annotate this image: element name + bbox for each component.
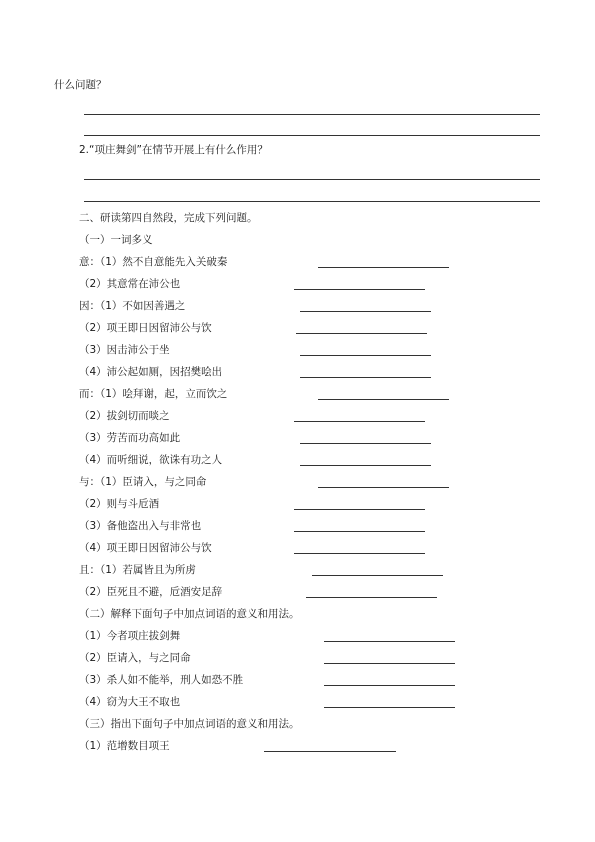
answer-line[interactable]	[294, 421, 425, 422]
answer-line[interactable]	[84, 114, 540, 115]
question-continuation: 什么问题？	[54, 79, 107, 91]
answer-line[interactable]	[324, 663, 455, 664]
part-title: （三）指出下面句子中加点词语的意义和用法。	[79, 718, 300, 730]
polysemy-item: （2）项王即日因留沛公与饮	[79, 322, 212, 334]
polysemy-item: （4）而听细说，欲诛有功之人	[79, 454, 223, 466]
polysemy-item: 与：（1）臣请入，与之同命	[79, 476, 207, 488]
answer-line[interactable]	[300, 355, 431, 356]
polysemy-item: （3）劳苦而功高如此	[79, 432, 181, 444]
answer-line[interactable]	[294, 289, 425, 290]
polysemy-item: （3）备他盗出入与非常也	[79, 520, 202, 532]
answer-line[interactable]	[318, 267, 449, 268]
polysemy-item: 意：（1）然不自意能先入关破秦	[79, 256, 228, 268]
part2-item: （1）今者项庄拔剑舞	[79, 630, 181, 642]
answer-line[interactable]	[84, 201, 540, 202]
answer-line[interactable]	[296, 333, 427, 334]
part2-item: （4）窃为大王不取也	[79, 696, 181, 708]
polysemy-item: （2）则与斗卮酒	[79, 498, 160, 510]
polysemy-item: 而：（1）哙拜谢，起，立而饮之	[79, 388, 228, 400]
answer-line[interactable]	[300, 377, 431, 378]
polysemy-item: 因：（1）不如因善遇之	[79, 300, 186, 312]
part2-item: （3）杀人如不能举，刑人如恐不胜	[79, 674, 244, 686]
answer-line[interactable]	[312, 575, 443, 576]
answer-line[interactable]	[306, 597, 437, 598]
answer-line[interactable]	[84, 179, 540, 180]
part3-item: （1）范增数目项王	[79, 740, 170, 752]
question-2: 2.“项庄舞剑”在情节开展上有什么作用？	[79, 144, 268, 156]
polysemy-item: （2）其意常在沛公也	[79, 278, 181, 290]
answer-line[interactable]	[324, 685, 455, 686]
answer-line[interactable]	[294, 553, 425, 554]
answer-line[interactable]	[318, 399, 449, 400]
answer-line[interactable]	[300, 443, 431, 444]
polysemy-item: 且：（1）若属皆且为所虏	[79, 564, 196, 576]
part-title: （一）一词多义	[79, 234, 153, 246]
answer-line[interactable]	[300, 311, 431, 312]
answer-line[interactable]	[318, 487, 449, 488]
answer-line[interactable]	[324, 707, 455, 708]
answer-line[interactable]	[294, 531, 425, 532]
part2-item: （2）臣请入，与之同命	[79, 652, 191, 664]
polysemy-item: （2）臣死且不避，卮酒安足辞	[79, 586, 223, 598]
answer-line[interactable]	[294, 509, 425, 510]
polysemy-item: （3）因击沛公于坐	[79, 344, 170, 356]
answer-line[interactable]	[324, 641, 455, 642]
polysemy-item: （2）拔剑切而啖之	[79, 410, 170, 422]
answer-line[interactable]	[300, 465, 431, 466]
answer-line[interactable]	[264, 751, 396, 752]
part-title: （二）解释下面句子中加点词语的意义和用法。	[79, 608, 300, 620]
section-title: 二、研读第四自然段，完成下列问题。	[79, 212, 258, 224]
polysemy-item: （4）项王即日因留沛公与饮	[79, 542, 212, 554]
answer-line[interactable]	[84, 135, 540, 136]
polysemy-item: （4）沛公起如厕，因招樊哙出	[79, 366, 223, 378]
